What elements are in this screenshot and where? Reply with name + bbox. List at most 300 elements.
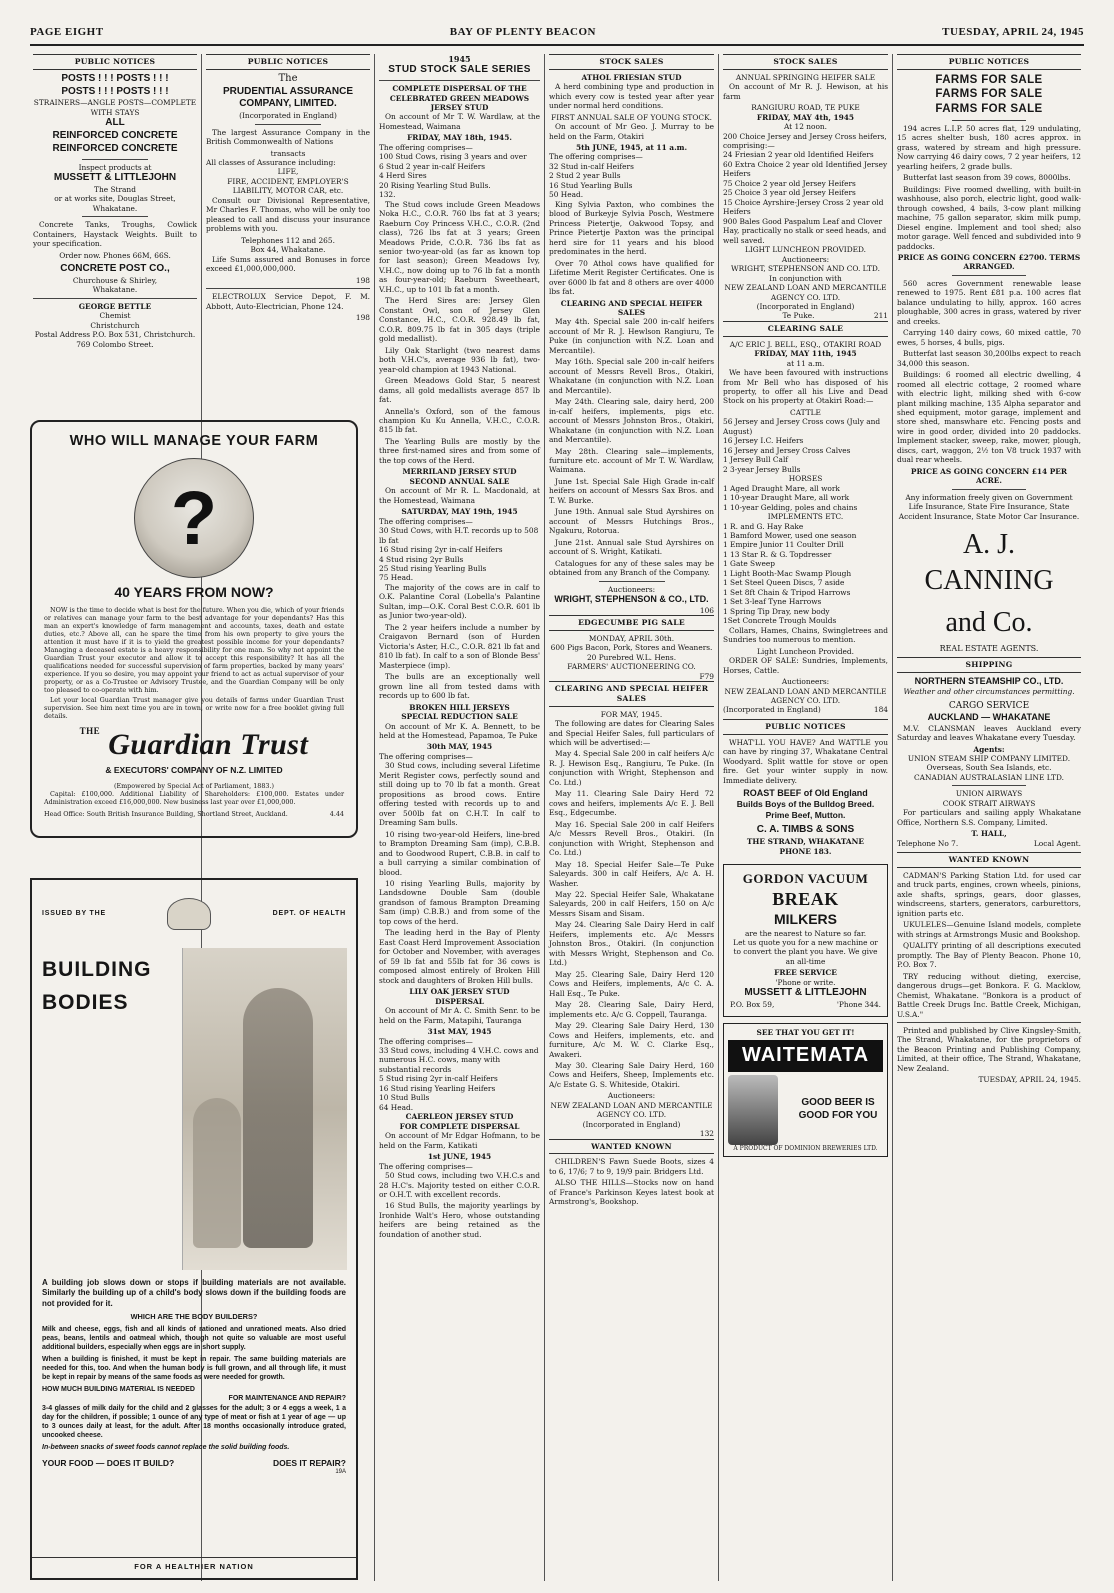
broken-hill-p1: 30 Stud cows, including several Lifetime Merit Register cows, perfectly sound and still doing up to 70 lb fat a month. Great propositions as brood cows. Entire offering tested with records up to and over 500lb fat on C.H.T. In calf to Dreaming Sam bulls.	[379, 761, 540, 828]
incorporated-text: (Incorporated in England)	[582, 1119, 681, 1129]
cattle-heading: CATTLE	[790, 407, 821, 417]
farm2-text: 560 acres Government renewable lease renewed to 1975. Rent £81 p.a. 100 acres flat balance undulating to hilly, approx. 160 acres ploughable, 300 acres in grass, watered by river and creeks.	[897, 278, 1081, 326]
merriland-account: On account of Mr R. L. Macdonald, at the Homestead, Waimana	[379, 486, 540, 505]
see-that-text: SEE THAT YOU GET IT!	[756, 1027, 855, 1037]
section-header: STOCK SALES	[549, 54, 714, 70]
colombo-text: 769 Colombo Street.	[76, 339, 154, 349]
catalogues-text: Catalogues for any of these sales may be obtained from any Branch of the Company.	[549, 558, 714, 578]
transacts-text: transacts	[270, 148, 306, 158]
auctioneers-label: Auctioneers:	[607, 584, 656, 594]
edgecumbe-heading: EDGECUMBE PIG SALE	[549, 615, 714, 631]
churchouse-text: Churchouse & Shirley,	[72, 275, 158, 285]
overseas-text: Overseas, South Sea Islands, etc.	[926, 763, 1052, 773]
sale-date-entry: May 4. Special Sale 200 in calf heifers A/c R. J. Hewison Esq., Rangiuru, Te Puke. (In conjunction with Wright, Stephenson and Co. Ltd.)	[549, 749, 714, 787]
implement-item: 1 Light Booth-Mac Swamp Plough	[723, 568, 852, 578]
divider	[952, 275, 1026, 276]
farm2-buildings: Buildings: 6 roomed all electric dwelling, 4 roomed all electric cottage, 2 roomed whare with electric light, milking shed with 6-cow plant milking machine, 135 Alpha separator and shed equipment, motor garage, implement and store shed, manswhare etc. Fencing posts and wire in good order, divided into 20 paddocks. Implement stacker, sweep, rake, mower, plough, discs, cart, waggon, 2½ ton V8 truck 1937 with dual rear wheels.	[897, 370, 1081, 465]
bonkora-text: TRY reducing without dieting, exercise, dangerous drugs—get Bonkora. F. G. Macklow, Chemist, Whakatane. "Bonkora is a product of Battle Creek Drugs Inc. Battle Creek, Michigan, U.S.A."	[897, 971, 1081, 1019]
divider	[82, 216, 148, 217]
boy-figure	[243, 988, 313, 1248]
question-mark-illustration	[134, 458, 254, 578]
annella-text: Annella's Oxford, son of the famous champion Ku Ku Annella, V.H.C., C.O.R. 815 lb fat.	[379, 406, 540, 435]
bell-account: A/C ERIC J. BELL, ESQ., OTAKIRI ROAD	[729, 339, 882, 349]
merriland-p3: The bulls are an exceptionally well grown line all from tested dams with records up to 600 lb fat.	[379, 672, 540, 701]
waitemata-row	[728, 1075, 883, 1145]
mussett-littlejohn: MUSSETT & LITTLEJOHN	[744, 987, 867, 999]
broken-hill-sub: SPECIAL REDUCTION SALE	[401, 712, 518, 722]
cattle-item: 56 Jersey and Jersey Cross cows (July and August)	[723, 417, 881, 436]
ukuleles-text: UKULELES—Genuine Island models, complete with strings at Armstrongs Music and Bookshop.	[897, 920, 1081, 939]
health-how: HOW MUCH BUILDING MATERIAL IS NEEDED	[42, 1386, 195, 1394]
offering-item: 5 Stud rising 2yr in-calf Heifers	[379, 1074, 498, 1084]
section-header: PUBLIC NOTICES	[897, 54, 1081, 70]
section-header: PUBLIC NOTICES	[33, 54, 197, 70]
athol-date: 5th JUNE, 1945, at 11 a.m.	[575, 143, 688, 152]
health-p5: In-between snacks of sweet foods cannot replace the solid building foods.	[42, 1443, 290, 1451]
first-annual: FIRST ANNUAL SALE OF YOUNG STOCK.	[551, 112, 712, 122]
guardian-title: WHO WILL MANAGE YOUR FARM	[69, 433, 319, 449]
issued-by-text: ISSUED BY THE	[42, 910, 106, 918]
health-text-block	[42, 1278, 346, 1477]
prudential-name: PRUDENTIAL ASSURANCE COMPANY, LIMITED.	[222, 85, 353, 110]
sale-date-entry: May 29. Clearing Sale Dairy Herd, 130 Cows and Heifers, implements, etc. and furniture, A/c M. W. C. Clarke Esq., Awakeri.	[549, 1021, 714, 1059]
offering-text: The offering comprises—	[379, 142, 473, 152]
posts-heading: POSTS ! ! ! POSTS ! ! !	[61, 72, 169, 84]
beer-glass-icon	[728, 1075, 778, 1145]
sale-date-entry: May 25. Clearing Sale, Dairy Herd 120 Cows and Heifers, implements, A/c C. A. Hall Esq., Te Puke.	[549, 969, 714, 998]
reinforced-heading: REINFORCED CONCRETE	[52, 142, 178, 154]
paper-title: BAY OF PLENTY BEACON	[449, 26, 596, 38]
sale-date-entry: May 30. Clearing Sale Dairy Herd, 160 Cows and Heifers, Sheep, Implements etc. A/c Estate G. S. Whiteside, Otakiri.	[549, 1060, 714, 1089]
chemist-text: Chemist	[99, 311, 131, 321]
works-text: or at works site, Douglas Street, Whakatane.	[54, 194, 176, 213]
section-header: PUBLIC NOTICES	[206, 54, 370, 70]
caerleon-sub: FOR COMPLETE DISPERSAL	[399, 1121, 520, 1131]
athol-account: On account of Mr Geo. J. Murray to be held on the Farm, Otakiri	[549, 122, 714, 141]
implement-item: 1 Gate Sweep	[723, 559, 775, 569]
box-text: Box 44, Whakatane.	[250, 245, 326, 255]
imprint-date: TUESDAY, APRIL 24, 1945.	[978, 1075, 1081, 1085]
quote-text: Let us quote you for a new machine or to convert the plant you have. We give an all-time	[733, 938, 878, 966]
implement-item: 1 R. and G. Hay Rake	[723, 521, 804, 531]
mussett-name: MUSSETT & LITTLEJOHN	[53, 172, 177, 184]
farm1-butterfat: Butterfat last season from 39 cows, 8000lbs.	[903, 173, 1071, 183]
offering-item: 25 Stud rising Yearling Bulls	[379, 564, 487, 573]
yearling-text: The Yearling Bulls are mostly by the three first-named sires and from some of the top cows of the Herd.	[379, 436, 540, 465]
guardian-let: Let your local Guardian Trust manager give you details of farms under Guardian Trust supervision. See him next time you are in town, or write now for a free booklet giving full details.	[44, 695, 344, 720]
guardian-executors: & EXECUTORS' COMPANY OF N.Z. LIMITED	[105, 765, 283, 776]
farm1-text: 194 acres L.I.P. 50 acres flat, 129 undulating, 15 acres shelter bush, 180 acres approx. in grass, watered by stream and high pressure. Now carrying 46 dairy cows, 7 2 year heifers, 12 yearling heifers, 2 grade bulls.	[897, 123, 1081, 171]
lily-oak-account: On account of Mr A. C. Smith Senr. to be held on the Farm, Matapihi, Tauranga	[379, 1006, 540, 1025]
offering-item: 32 Stud in-calf Heifers	[549, 161, 634, 171]
break-title: BREAK	[772, 888, 839, 909]
collars-text: Collars, Hames, Chains, Swingletrees and Sundries too numerous to mention.	[723, 625, 888, 645]
implement-item: 1 Set Steel Queen Discs, 7 aside	[723, 578, 845, 588]
union-airways: UNION AIRWAYS	[955, 789, 1023, 799]
ml-phone: 'Phone 344.	[836, 1000, 881, 1010]
caerleon-date: 1st JUNE, 1945	[427, 1152, 492, 1162]
offering-item: 6 Stud 2 year in-calf Heifers	[379, 161, 486, 171]
implement-item: 1 Spring Tip Dray, new body	[723, 606, 830, 616]
divider	[255, 124, 321, 125]
total-text: 132.	[379, 190, 396, 200]
farm2-butterfat: Butterfat last season 30,200lbs expect to reach 34,000 this season.	[897, 349, 1081, 368]
gold-star-text: Green Meadows Gold Star, 5 nearest dams, all gold medallists average 857 lb fat.	[379, 376, 540, 405]
gordon-vacuum-title: GORDON VACUUM	[742, 870, 869, 886]
implement-item: 1 13 Star R. & G. Topdresser	[723, 549, 832, 559]
childrens-boots: CHILDREN'S Fawn Suede Boots, sizes 4 to 6, 17/6; 7 to 9, 19/9 pair. Bridgers Ltd.	[549, 1157, 714, 1176]
athol-offering: The offering comprises—	[549, 152, 643, 162]
sale-entry: May 28th. Clearing sale—implements, furniture etc. account of Mr T. W. Wardlaw, Waimana.	[549, 446, 714, 475]
merriland-heading: MERRILAND JERSEY STUD	[402, 467, 517, 477]
issued-by-row	[42, 898, 346, 930]
broken-hill-account: On account of Mr K. A. Bennett, to be held at the Homestead, Papamoa, Te Puke	[379, 721, 540, 740]
merriland-sub: SECOND ANNUAL SALE	[409, 476, 510, 486]
order-of-sale: ORDER OF SALE: Sundries, Implements, Horses, Cattle.	[723, 656, 888, 675]
column-3-stud-sales	[376, 54, 543, 1583]
union-steam: UNION STEAM SHIP COMPANY LIMITED.	[907, 754, 1071, 764]
good-beer: GOOD BEER IS GOOD FOR YOU	[798, 1096, 878, 1121]
sale-entry: May 4th. Special sale 200 in-calf heifers account of Mr R. J. Hewlson Rangiuru, Te Puke (in conjunction with N.Z. Loan and Mercantile).	[549, 317, 714, 355]
milkers-title: MILKERS	[774, 910, 837, 927]
po-box: P.O. Box 59,	[730, 1000, 775, 1010]
account-text: On account of Mr T. W. Wardlaw, at the Homestead, Waimana	[379, 112, 540, 131]
building-heading: BUILDING	[42, 958, 152, 981]
cook-strait: COOK STRAIT AIRWAYS	[942, 798, 1036, 808]
caerleon-offering: The offering comprises—	[379, 1161, 473, 1171]
implement-item: 1 Set 3-leaf Tyne Harrows	[723, 597, 822, 607]
cadmans-text: CADMAN'S Parking Station Ltd. for used car and truck parts, engines, crown wheels, pinions, axle shafts, springs, gears, door glasses, windscreens, starters, generators, carburettors, ignition parts etc.	[897, 870, 1081, 918]
clearing-heading-2: CLEARING AND SPECIAL HEIFER SALES	[549, 681, 714, 706]
sale-entry: June 1st. Special Sale High Grade in-calf heifers on account of Messrs Sax Bros. and T. W. Burke.	[549, 476, 714, 505]
public-notices-heading: PUBLIC NOTICES	[723, 719, 888, 735]
auctioneers-label: Auctioneers:	[781, 254, 830, 264]
divider	[599, 581, 665, 582]
noon-text: At 12 noon.	[783, 122, 828, 132]
health-p3: When a building is finished, it must be kept in repair. The same building materials are needed for this, too. And when the human body is full grown, and all through life, it must be kept in repair by means of the same foods as were needed for growth.	[42, 1356, 346, 1382]
christchurch-text: Christchurch	[90, 320, 140, 330]
strainers-text: STRAINERS—ANGLE POSTS—COMPLETE WITH STAYS	[33, 98, 197, 117]
heifer-item: 75 Choice 2 year old Jersey Heifers	[723, 178, 856, 188]
bettle-name: GEORGE BETTLE	[78, 301, 152, 311]
crest-icon	[167, 898, 211, 930]
farm2-price: PRICE AS GOING CONCERN £14 PER ACRE.	[910, 466, 1068, 486]
heifer-item: 900 Bales Good Paspalum Leaf and Clover Hay, practically no stalk or seed heads, and well saved.	[723, 216, 887, 245]
over-70-text: Over 70 Athol cows have qualified for Lifetime Merit Register Certificates. One is over 6000 lb fat and 8 others are over 4000 lbs fat.	[549, 258, 714, 297]
agents-label: Agents:	[973, 744, 1005, 754]
tanks-text: Concrete Tanks, Troughs, Cowlick Containers, Haystack Weights. Built to your specification.	[33, 220, 197, 249]
electrolux-text: ELECTROLUX Service Depot, F. M. Abbott, Auto-Electrician, Phone 124.	[206, 292, 370, 311]
lily-oak-sub: DISPERSAL	[435, 996, 484, 1006]
ref-number: 106	[699, 605, 714, 615]
te-puke-text: Te Puke.	[782, 311, 815, 321]
year-heading: 1945	[448, 54, 471, 64]
wright-stephenson: WRIGHT, STEPHENSON AND CO. LTD.	[731, 264, 880, 274]
ref-number: 132	[699, 1129, 714, 1139]
caerleon-account: On account of Mr Edgar Hofmann, to be held on the Farm, Katikati	[379, 1131, 540, 1150]
sale-date-entry: May 28. Clearing Sale, Dairy Herd, implements etc. A/c G. Coppell, Tauranga.	[549, 1000, 714, 1019]
sale-date: FRIDAY, MAY 18th, 1945.	[407, 133, 512, 143]
edgecumbe-pigs: 600 Pigs Bacon, Pork, Stores and Weaners.	[550, 643, 713, 653]
ref-number: 198	[355, 313, 370, 323]
lily-oak-heading: LILY OAK JERSEY STUD	[409, 987, 510, 997]
farms-heading: FARMS FOR SALE	[935, 73, 1043, 86]
edgecumbe-hens: 20 Purebred W.L. Hens.	[586, 652, 677, 662]
offering-item: 33 Stud cows, including 4 V.H.C. cows and numerous H.C. cows, many with substantial records	[379, 1045, 539, 1074]
guardian-trust-ad	[30, 420, 358, 838]
guardian-empowered: (Empowered by Special Act of Parliament, 1883.)	[113, 781, 275, 790]
whakatane-text: Whakatane.	[92, 285, 138, 295]
clansman-text: M.V. CLANSMAN leaves Auckland every Saturday and leaves Whakatane every Tuesday.	[897, 723, 1081, 743]
t-hall: T. HALL,	[971, 829, 1007, 839]
quality-text: QUALITY printing of all descriptions executed promptly. The Bay of Plenty Beacon. Phone 10, P.O. Box 7.	[897, 941, 1081, 970]
section-header: STOCK SALES	[723, 54, 888, 70]
largest-text: The largest Assurance Company in the British Commonwealth of Nations	[206, 127, 370, 147]
caerleon-heading: CAERLEON JERSEY STUD	[405, 1112, 514, 1122]
girl-figure	[193, 1098, 241, 1248]
divider	[897, 1022, 1081, 1023]
column-6-notices	[894, 54, 1084, 1583]
heifer-item: 24 Friesian 2 year old Identified Heifers	[723, 150, 874, 160]
dept-health-text: DEPT. OF HEALTH	[272, 910, 346, 918]
your-food-text: YOUR FOOD — DOES IT BUILD?	[42, 1458, 175, 1469]
roast-beef: ROAST BEEF of Old England	[743, 787, 868, 798]
consult-text: Consult our Divisional Representative, Mr Charles F. Thomas, who will be only too pleased to call and discuss your insurance problems with you.	[206, 195, 370, 234]
shipping-heading: SHIPPING	[897, 657, 1081, 673]
merriland-date: SATURDAY, MAY 19th, 1945	[401, 507, 518, 517]
builds-boys: Builds Boys of the Bulldog Breed.	[736, 799, 875, 810]
gordon-vacuum-ad	[723, 864, 888, 1017]
page-number: PAGE EIGHT	[30, 26, 104, 38]
ref-number: 184	[873, 705, 888, 715]
heifer-item: 60 Extra Choice 2 year old Identified Jersey Heifers	[723, 159, 888, 179]
children-illustration	[182, 948, 347, 1270]
broken-hill-date: 30th MAY, 1945	[426, 742, 493, 752]
health-footer	[42, 1458, 346, 1469]
canning-andco: and Co.	[945, 606, 1033, 638]
health-which: WHICH ARE THE BODY BUILDERS?	[130, 1312, 258, 1322]
divider	[82, 159, 148, 160]
clearing-sale-heading: CLEARING SALE	[723, 321, 888, 337]
stud-cows-text: The Stud cows include Green Meadows Noka H.C., C.O.R. 760 lbs fat at 3 years; Raeburn Coy Princess V.H.C., C.O.R. (2nd class), 726 lbs fat at 3 years; Green Meadows Pride, C.O.R. 736 lbs fat as senior two-year-old (as far as known top for last season); Green Meadows Ivy, V.H.C., now doing up to 76 lb fat a month as four-year-old; Raeburn Sweetheart, V.H.C., up to 101 lb fat a month.	[379, 199, 540, 294]
column-1-notices	[30, 54, 200, 414]
telephone-text: Telephone No 7.	[897, 838, 959, 848]
cattle-item: 1 Jersey Bull Calf	[723, 455, 789, 465]
sale-date-entry: May 24. Clearing Sale Dairy Herd in calf Heifers, implements etc. A/c Messrs Johnston Bros., Otakiri. (In conjunction with Messrs Wright, Stephenson and Co. Ltd.)	[549, 920, 714, 968]
divider	[33, 298, 197, 299]
repair-text: DOES IT REPAIR?	[272, 1458, 346, 1469]
timbs-phone: PHONE 183.	[779, 846, 832, 856]
also-the-hills: ALSO THE HILLS—Stocks now on hand of France's Parkinson Keyes latest book at Armstrong's, Bookshop.	[549, 1178, 714, 1207]
concrete-post-co: CONCRETE POST CO.,	[60, 263, 170, 275]
luncheon-text: Light Luncheon Provided.	[756, 646, 855, 656]
favoured-text: We have been favoured with instructions from Mr Bell who has disposed of his property, to offer all his Live and Dead Stock on his property at Otakiri Road:—	[723, 368, 888, 406]
sale-date-entry: May 11. Clearing Sale Dairy Herd 72 cows and heifers, implements A/c E. J. Bell Esq., Edgecumbe.	[549, 789, 714, 818]
column-rule	[892, 54, 893, 1581]
for-may: FOR MAY, 1945.	[600, 709, 663, 719]
divider	[952, 785, 1026, 786]
edgecumbe-date: MONDAY, APRIL 30th.	[588, 633, 675, 643]
ref-number: 19A	[335, 1469, 346, 1476]
guardian-capital: Capital: £100,000. Additional Liability of Shareholders: £100,000. Estates under Administration exceed £16,000,000. New business last year over £1,000,000.	[44, 789, 344, 806]
the-text: The	[278, 72, 298, 84]
annual-heading: ANNUAL SPRINGING HEIFER SALE	[735, 72, 876, 82]
bodies-heading: BODIES	[42, 991, 129, 1015]
athol-total: 50 Head.	[549, 190, 584, 200]
complete-heading: COMPLETE DISPERSAL OF THE CELEBRATED GREEN MEADOWS JERSEY STUD	[389, 84, 530, 112]
question-mark: ?	[170, 475, 218, 561]
sale-entry: June 21st. Annual sale Stud Ayrshires on account of S. Wright, Katikati.	[549, 537, 714, 557]
divider	[952, 120, 1026, 121]
farm1-buildings: Buildings: Five roomed dwelling, with built-in washhouse, also porch, electric light, good walk-through cowshed, 4 bails, 3-cow plant milking machine, 75 gallon separator, skim milk pump, Diesel engine. Implement and tool shed; also motor garage. Well fenced and subdivided into 9 paddocks.	[897, 184, 1081, 251]
offering-item: 16 Stud rising Yearling Heifers	[379, 1083, 496, 1093]
cattle-item: 16 Jersey I.C. Heifers	[723, 436, 804, 446]
clearing-time: at 11 a.m.	[786, 358, 825, 368]
reinforced-heading: REINFORCED CONCRETE	[52, 130, 178, 142]
broken-hill-p2: 10 rising two-year-old Heifers, line-bred to Brampton Dreaming Sam (imp), C.B.B. and to Goodwood Rupert, C.B.B. in calf to a bull carrying a similar combination of blood.	[379, 829, 540, 877]
telephones-text: Telephones 112 and 265.	[241, 235, 335, 245]
cattle-item: 2 3-year Jersey Bulls	[723, 464, 801, 474]
dominion-breweries: A PRODUCT OF DOMINION BREWERIES LTD.	[733, 1144, 878, 1152]
sale-date-entry: May 16. Special Sale 200 in calf Heifers A/c Messrs Revell Bros., Otakiri. (In conjunction with Wright, Stephenson and Co. Ltd.)	[549, 819, 714, 858]
sale-entry: June 19th. Annual sale Stud Ayrshires on account of Messrs Hutchings Bros., Ngakuru, Rotorua.	[549, 507, 714, 536]
horse-item: 1 10-year Gelding, poles and chains	[723, 502, 858, 512]
merriland-offering: The offering comprises—	[379, 516, 473, 526]
particulars-text: For particulars and sailing apply Whakatane Office, Northern S.S. Company, Limited.	[897, 808, 1081, 827]
canadian-australasian: CANADIAN AUSTRALASIAN LINE LTD.	[914, 772, 1064, 782]
nz-loan: NEW ZEALAND LOAN AND MERCANTILE AGENCY CO. LTD.	[550, 1100, 713, 1120]
fire-text: FIRE, ACCIDENT, EMPLOYER'S LIABILITY, MOTOR CAR, etc.	[227, 176, 349, 196]
clearing-date: FRIDAY, MAY 11th, 1945	[754, 349, 857, 359]
hewison-account: On account of Mr R. J. Hewison, at his farm	[723, 82, 888, 101]
strand-text: The Strand	[94, 184, 136, 194]
farms-heading: FARMS FOR SALE	[935, 103, 1043, 116]
guardian-logo	[44, 726, 344, 764]
caerleon-p1: 50 Stud cows, including two V.H.C.s and 28 H.C's. Majority tested on either C.O.R. or O.H.T. with excellent records.	[379, 1171, 540, 1199]
column-rule	[718, 54, 719, 1581]
herd-sires-text: The Herd Sires are: Jersey Glen Constant Owl, son of Jersey Glen Constance, H.C., C.O.R. 928.49 lb fat, C.O.R. 809.75 lb fat in 305 days (triple gold medallist).	[379, 296, 540, 344]
cattle-item: 16 Jersey and Jersey Cross Calves	[723, 445, 851, 455]
divider	[206, 288, 370, 289]
column-4-stock-sales	[546, 54, 717, 1583]
health-p4: 3-4 glasses of milk daily for the child and 2 glasses for the adult; 3 or 4 eggs a week, 1 a day for the children, if possible; 1 ounce of any type of meat or fish at 1 year of age — up to 3 ounces daily at least, for the adult. After 18 months occasionally introduce grated, uncooked cheese.	[42, 1404, 346, 1439]
guardian-years: 40 YEARS FROM NOW?	[114, 584, 274, 601]
guardian-office: Head Office: South British Insurance Building, Shortland Street, Auckland.	[44, 809, 288, 818]
wanted-heading: WANTED KNOWN	[549, 1139, 714, 1155]
lily-oak-text: Lily Oak Starlight (two nearest dams both V.H.C's, average 936 lb fat), two-year-old champion at 1943 National.	[379, 345, 540, 374]
incorporated-text: (Incorporated in England)	[239, 111, 337, 121]
ref-number: F79	[699, 671, 714, 681]
farm1-price: PRICE AS GOING CONCERN £2700. TERMS ARRANGED.	[897, 252, 1081, 272]
rangiuru-road: RANGIURU ROAD, TE PUKE	[751, 103, 860, 113]
following-text: The following are dates for Clearing Sales and Special Heifer Sales, full particulars of which will be advertised:—	[549, 719, 714, 747]
king-sylvia-text: King Sylvia Paxton, who combines the blood of Burkeyje Sylvia Posch, Westmere Princess Pietertje, Oakwood Topsy, and Prince Pietertje Paxton was the principal herd sire for 11 years and his blood predominates in the herd.	[549, 199, 714, 257]
real-estate-agents: REAL ESTATE AGENTS.	[939, 643, 1039, 653]
incorporated-text: (Incorporated in England)	[756, 301, 855, 311]
lily-oak-date: 31st MAY, 1945	[427, 1027, 492, 1037]
horse-item: 1 Aged Draught Mare, all work	[723, 483, 840, 493]
health-for: FOR MAINTENANCE AND REPAIR?	[228, 1395, 346, 1403]
waitemata-logo: WAITEMATA	[728, 1040, 883, 1072]
horses-heading: HORSES	[788, 474, 823, 484]
wright-stephenson: WRIGHT, STEPHENSON & CO., LTD.	[554, 594, 709, 605]
health-p2: Milk and cheese, eggs, fish and all kinds of rationed and unrationed meats. Also dried peas, beans, lentils and oatmeal which, though not quite so valuable are most useful additional builders, especially when eggs are in short supply.	[42, 1325, 346, 1351]
broken-hill-p3: 10 rising Yearling Bulls, majority by Landsdowne Double Sam (double grandson of famous Brampton Dreaming Sam (imp) C.B.B.) and from some of the top cows of the herd.	[379, 879, 540, 926]
merriland-p2: The 2 year heifers include a number by Craigavon Bernard (son of Hurden Victoria's Aster, H.C., C.O.R. 821 lb fat and 810 lb fat). In calf to a son of Blonde Bess' Masterpiece (imp).	[379, 622, 540, 670]
divider	[379, 80, 540, 81]
farmers-auctioneering: FARMERS' AUCTIONEERING CO.	[567, 662, 696, 672]
nearest-text: are the nearest to Nature so far.	[744, 928, 867, 938]
lily-oak-offering: The offering comprises—	[379, 1036, 473, 1046]
farm2-carrying: Carrying 140 dairy cows, 60 mixed cattle, 70 ewes, 5 horses, 4 bulls, pigs.	[897, 328, 1081, 347]
sale-date: FRIDAY, MAY 4th, 1945	[756, 112, 855, 122]
prime-beef: Prime Beef, Mutton.	[765, 810, 846, 821]
posts-heading: POSTS ! ! ! POSTS ! ! !	[61, 85, 169, 97]
ref-number: 211	[873, 311, 888, 321]
implement-item: 1Set Concrete Trough Moulds	[723, 616, 837, 626]
offering-item: 20 Rising Yearling Stud Bulls.	[379, 180, 491, 190]
health-intro: A building job slows down or stops if building materials are not available. Similarly the building up of a child's body slows down if the building foods are not provided for it.	[42, 1278, 346, 1308]
athol-text: A herd combining type and production in which every cow is tested year after year under normal herd conditions.	[549, 82, 714, 111]
athol-heading: ATHOL FRIESIAN STUD	[581, 72, 682, 82]
wattle-text: WHAT'LL YOU HAVE? And WATTLE you can have by ringing 37, Whakatane Central Woodyard. Split wattle for stove or open fire. Get your winter supply in now. Immediate delivery.	[723, 737, 888, 785]
canning-logo: A. J. CANNING	[924, 529, 1054, 596]
offering-item: 4 Stud rising 2yr Bulls	[379, 554, 464, 564]
broken-hill-heading: BROKEN HILL JERSEYS	[409, 702, 510, 712]
implement-item: 1 Empire Junior 11 Coulter Drill	[723, 540, 844, 550]
life-sums-text: Life Sums assured and Bonuses in force exceed £1,000,000,000.	[206, 254, 370, 274]
timbs-sons: C. A. TIMBS & SONS	[756, 824, 855, 836]
guardian-the: THE	[79, 725, 101, 736]
column-2-notices	[203, 54, 373, 414]
ref-number: 4.44	[329, 809, 344, 818]
implement-item: 1 Set 8ft Chain & Tripod Harrows	[723, 587, 851, 597]
divider	[952, 489, 1026, 490]
offering-item: 10 Stud Bulls	[379, 1093, 430, 1103]
all-heading: ALL	[105, 117, 125, 129]
auckland-whakatane: AUCKLAND — WHAKATANE	[927, 712, 1051, 723]
order-text: Order now. Phones 66M, 66S.	[59, 250, 171, 260]
timbs-strand: THE STRAND, WHAKATANE	[746, 837, 865, 847]
phone-or-write: 'Phone or write.	[775, 977, 836, 987]
nz-loan: NEW ZEALAND LOAN AND MERCANTILE AGENCY CO. LTD.	[724, 283, 887, 302]
offering-item: 100 Stud Cows, rising 3 years and over	[379, 152, 527, 162]
inspect-text: Inspect products at	[78, 162, 152, 172]
offering-item: 30 Stud Cows, with H.T. records up to 508 lb fat	[379, 526, 539, 545]
sale-entry: May 24th. Clearing sale, dairy herd, 200 in-calf heifers, implements, pigs etc. account of Messrs Johnston Bros., Otakiri, Whakatane (in conjunction with N.Z. Loan and Mercantile).	[549, 397, 714, 445]
waitemata-ad	[723, 1023, 888, 1158]
nz-loan: NEW ZEALAND LOAN AND MERCANTILE AGENCY CO. LTD.	[724, 686, 887, 705]
free-service: FREE SERVICE	[774, 968, 837, 978]
auctioneers-label: Auctioneers:	[607, 1091, 656, 1101]
auctioneers-label: Auctioneers:	[781, 677, 830, 687]
guardian-body: NOW is the time to decide what is best for the future. When you die, which of your friends or relatives can manage your farm to the best advantage for your dependants? Has this man an expert's knowledge of farm management and accounts, taxes, death and estate duties, etc.? Above all, can he spare the time from his own property to give yours the attention it must have if it is to yield the greatest possible income for your dependants? Managing a deceased estate is a heavy responsibility for one man. So why not appoint the Guardian Trust your executor and allow it to accept this responsibility? It has all the qualifications needed for successful supervision of farm properties, backed by many years' experience. If you so desire, you may appoint your friend to act as actual supervisor of your property, or as a Co-Trustee or Advisory Trustee, and the Guardian Company will be only too pleased to co-operate with him.	[44, 605, 344, 694]
farms-heading: FARMS FOR SALE	[935, 88, 1043, 101]
series-heading: STUD STOCK SALE SERIES	[388, 64, 531, 76]
weather-text: Weather and other circumstances permitting.	[903, 687, 1075, 697]
column-rule	[374, 54, 375, 1581]
column-rule	[544, 54, 545, 1581]
postal-text: Postal Address P.O. Box 531, Christchurch.	[34, 330, 196, 340]
merriland-p1: The majority of the cows are in calf to O.K. Palantine Coral (Lobella's Palantine Sultan, imp—O.K. Coral Best C.O.R. 601 lb as Junior two-year-old).	[379, 582, 540, 621]
lily-oak-total: 64 Head.	[379, 1102, 414, 1112]
health-dept-ad	[30, 878, 358, 1580]
insurance-info: Any information freely given on Government Life Insurance, State Fire Insurance, State Accident Insurance, State Motor Car Insurance.	[898, 492, 1080, 521]
merriland-total: 75 Head.	[379, 573, 414, 583]
cargo-service: CARGO SERVICE	[948, 700, 1030, 711]
caerleon-p2: 16 Stud Bulls, the majority yearlings by Ironhide Walt's Hero, whose outstanding heifers are being retained as the foundation of another stud.	[379, 1201, 540, 1239]
northern-steamship: NORTHERN STEAMSHIP CO., LTD.	[914, 675, 1064, 686]
